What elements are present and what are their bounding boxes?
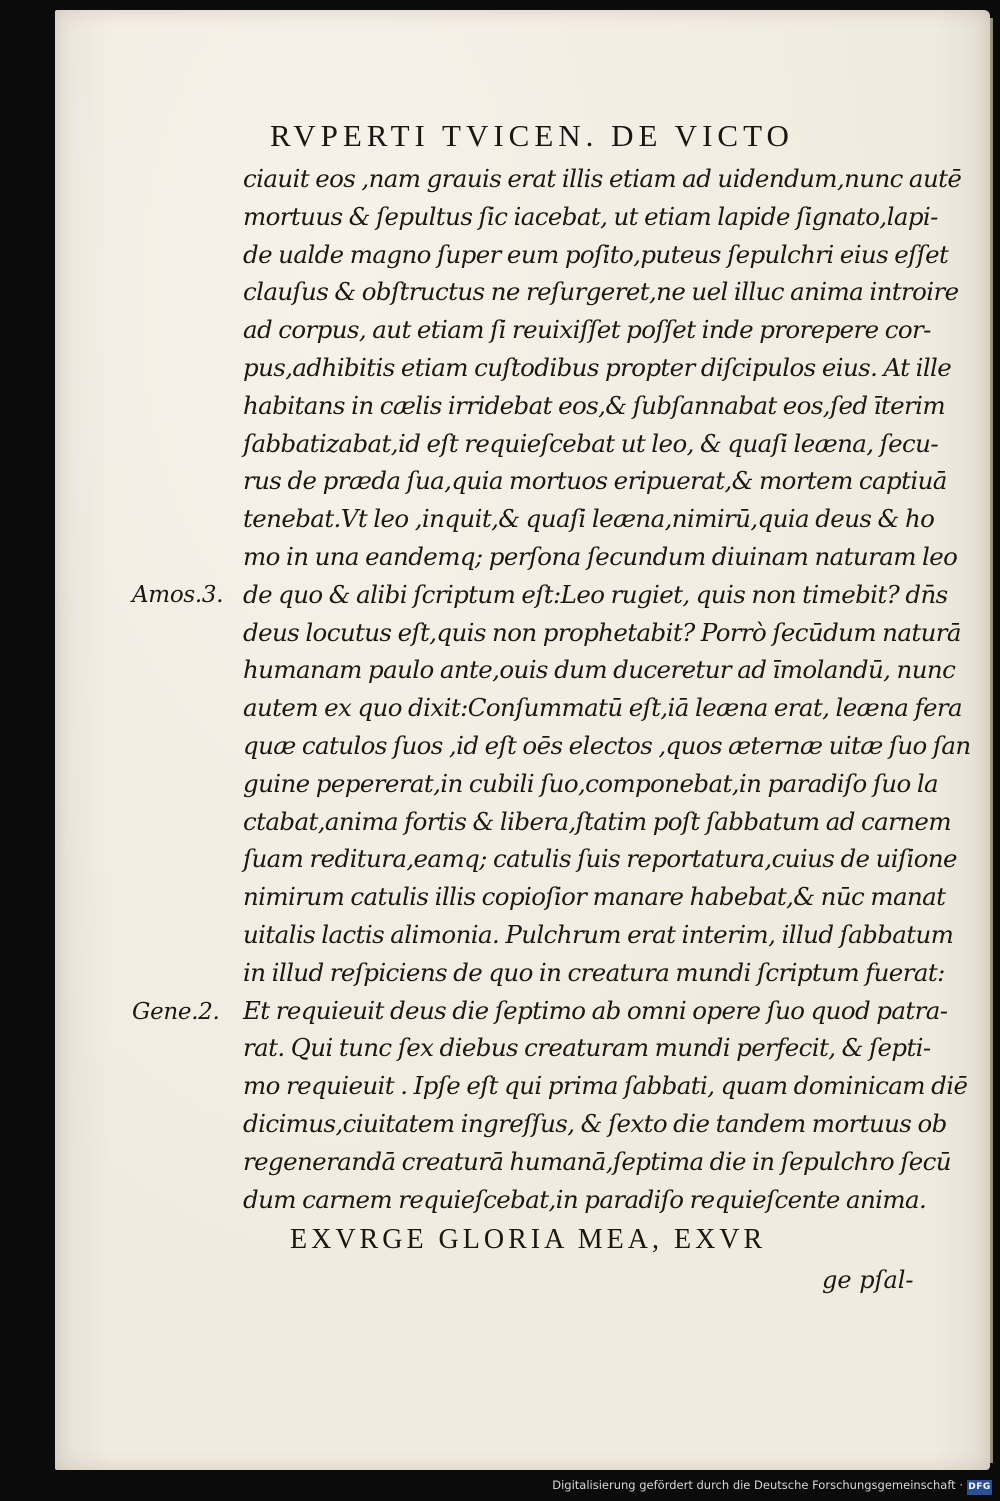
- text-line: tenebat.Vt leo ,inquit,& quaſi leæna,nimirū,quia deus & ho: [243, 504, 935, 534]
- text-line: ctabat,anima fortis & libera,ſtatim poſt ſabbatum ad carnem: [243, 806, 951, 836]
- marginal-note-genesis: Gene.2.: [132, 999, 220, 1025]
- text-line: rus de præda ſua,quia mortuos eripuerat,& mortem captiuā: [243, 466, 947, 496]
- text-line: uitalis lactis alimonia. Pulchrum erat interim, illud ſabbatum: [243, 919, 954, 949]
- dfg-logo: DFG: [967, 1480, 992, 1495]
- marginal-note-amos: Amos.3.: [132, 582, 224, 608]
- text-line: Et requieuit deus die ſeptimo ab omni opere ſuo quod patra-: [243, 995, 948, 1025]
- text-line: mo requieuit . Ipſe eſt qui prima ſabbati, quam dominicam diē: [243, 1071, 968, 1101]
- text-line: clauſus & obſtructus ne reſurgeret,ne uel illuc anima introire: [243, 277, 959, 307]
- catchword: ge pſal-: [822, 1266, 914, 1294]
- text-line: de ualde magno ſuper eum poſito,puteus ſepulchri eius eſſet: [243, 239, 949, 269]
- text-line: habitans in cælis irridebat eos,& ſubſannabat eos,ſed īterim: [243, 390, 945, 420]
- text-line: de quo & alibi ſcriptum eſt:Leo rugiet, quis non timebit? dn̄s: [243, 579, 948, 609]
- digitization-credit: Digitalisierung gefördert durch die Deutsche Forschungsgemeinschaft ·: [552, 1478, 963, 1492]
- text-line: deus locutus eſt,quis non prophetabit? Porrò ſecūdum naturā: [243, 617, 961, 647]
- text-line: dicimus,ciuitatem ingreſſus, & ſexto die tandem mortuus ob: [243, 1108, 947, 1138]
- section-heading: EXVRGE GLORIA MEA, EXVR: [290, 1224, 767, 1255]
- text-line: humanam paulo ante,ouis dum duceretur ad īmolandū, nunc: [243, 655, 956, 685]
- text-line: ſabbatizabat,id eſt requieſcebat ut leo, & quaſi leæna, ſecu-: [243, 428, 938, 458]
- text-line: nimirum catulis illis copioſior manare habebat,& nūc manat: [243, 882, 946, 912]
- text-line: dum carnem requieſcebat,in paradiſo requieſcente anima.: [243, 1184, 927, 1214]
- text-line: mo in una eandemq; perſona ſecundum diuinam naturam leo: [243, 541, 958, 571]
- text-line: ad corpus, aut etiam ſi reuixiſſet poſſet inde prorepere cor-: [243, 315, 931, 345]
- text-line: guine pepererat,in cubili ſuo,componebat,in paradiſo ſuo la: [243, 768, 939, 798]
- text-line: regenerandā creaturā humanā,ſeptima die in ſepulchro ſecū: [243, 1146, 951, 1176]
- text-line: quæ catulos ſuos ,id eſt oēs electos ,quos æternæ uitæ ſuo ſan: [243, 730, 971, 760]
- text-line: autem ex quo dixit:Conſummatū eſt,iā leæna erat, leæna fera: [243, 693, 962, 723]
- running-head: RVPERTI TVICEN. DE VICTO: [270, 118, 794, 153]
- text-line: in illud reſpiciens de quo in creatura mundi ſcriptum fuerat:: [243, 957, 945, 987]
- text-line: pus,adhibitis etiam cuſtodibus propter diſcipulos eius. At ille: [243, 352, 952, 382]
- text-line: ſuam reditura,eamq; catulis ſuis reportatura,cuius de uiſione: [243, 844, 957, 874]
- text-line: rat. Qui tunc ſex diebus creaturam mundi perfecit, & ſepti-: [243, 1033, 931, 1063]
- text-line: mortuus & ſepultus ſic iacebat, ut etiam lapide ſignato,lapi-: [243, 201, 938, 231]
- body-text: [243, 160, 971, 1218]
- text-line: ciauit eos ,nam grauis erat illis etiam ad uidendum,nunc autē: [243, 164, 962, 193]
